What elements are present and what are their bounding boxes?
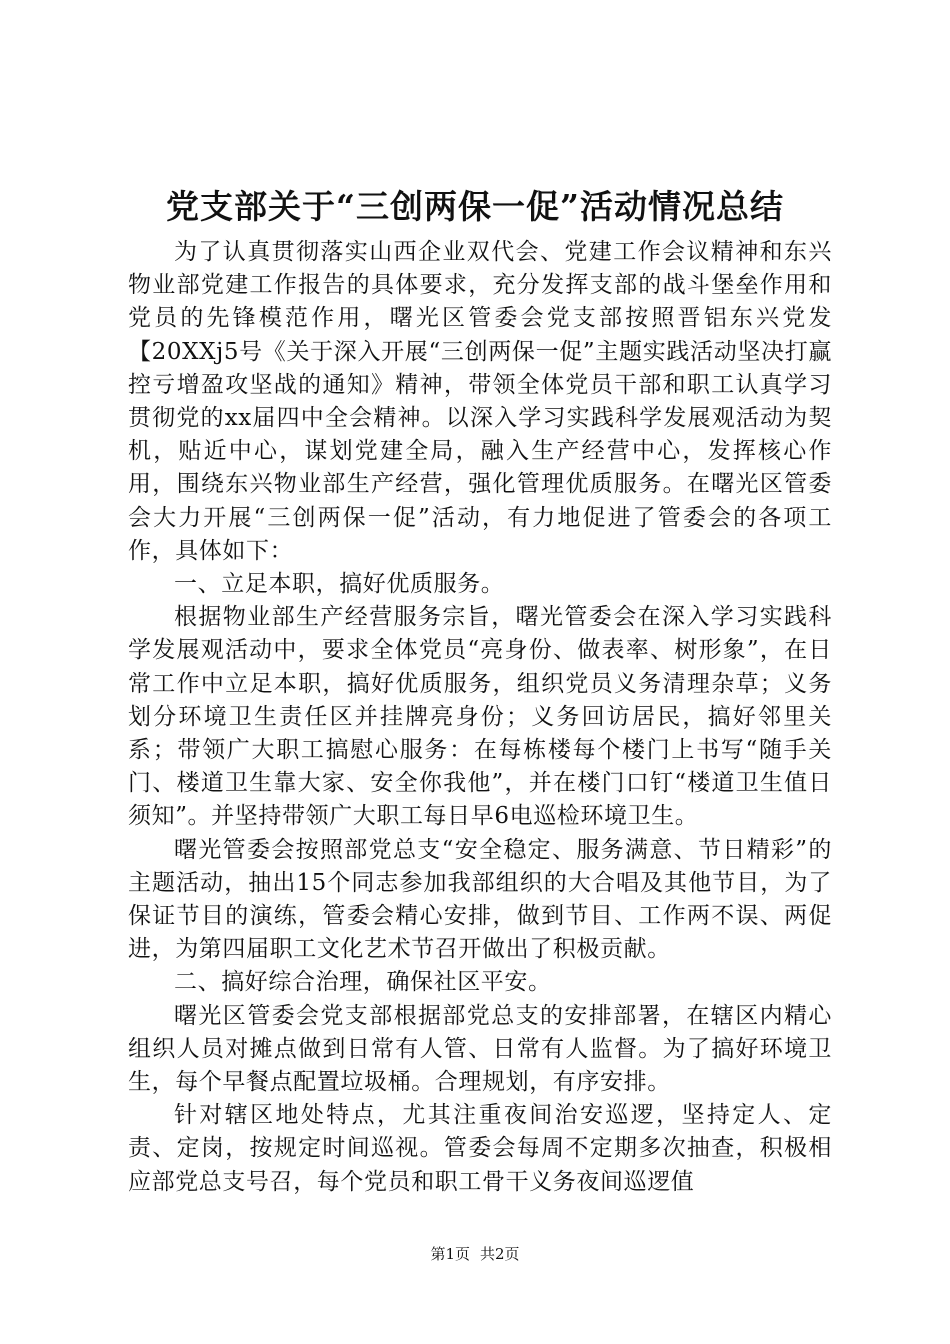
paragraph-patrol: 针对辖区地处特点，尤其注重夜间治安巡逻，坚持定人、定责、定岗，按规定时间巡视。管委会每周不定期多次抽查，积极相应部党总支号召，每个党员和职工骨干义务夜间巡逻值 — [128, 1102, 832, 1195]
page-total: 共2页 — [480, 1245, 520, 1263]
document-title: 党支部关于“三创两保一促”活动情况总结 — [166, 187, 784, 226]
paragraph-governance: 曙光区管委会党支部根据部党总支的安排部署，在辖区内精心组织人员对摊点做到日常有人管、日常有人监督。为了搞好环境卫生，每个早餐点配置垃圾桶。合理规划，有序安排。 — [128, 1002, 832, 1096]
paragraph-intro: 为了认真贯彻落实山西企业双代会、党建工作会议精神和东兴物业部党建工作报告的具体要求，充分发挥支部的战斗堡垒作用和党员的先锋模范作用，曙光区管委会党支部按照晋铝东兴党发【20XXj5号《关于深入开展“三创两保一促”主题实践活动坚决打赢控亏增盈攻坚战的通知》精神，带领全体党员干部和职工认真学习贯彻党的xx届四中全会精神。以深入学习实践科学发展观活动为契机，贴近中心，谋划党建全局，融入生产经营中心，发挥核心作用，围绕东兴物业部生产经营，强化管理优质服务。在曙光区管委会大力开展“三创两保一促”活动，有力地促进了管委会的各项工作，具体如下： — [128, 239, 832, 564]
document-body — [128, 236, 832, 1199]
section-heading-1: 一、立足本职，搞好优质服务。 — [174, 571, 505, 598]
page-number: 第1页 — [430, 1245, 470, 1263]
section-heading-2: 二、搞好综合治理，确保社区平安。 — [174, 969, 552, 996]
page-footer — [0, 1243, 950, 1265]
paragraph-service: 根据物业部生产经营服务宗旨，曙光管委会在深入学习实践科学发展观活动中，要求全体党员“亮身份、做表率、树形象”，在日常工作中立足本职，搞好优质服务，组织党员义务清理杂草；义务划分环境卫生责任区并挂牌亮身份；义务回访居民，搞好邻里关系；带领广大职工搞慰心服务：在每栋楼每个楼门上书写“随手关门、楼道卫生靠大家、安全你我他”，并在楼门口钉“楼道卫生值日须知”。并坚持带领广大职工每日早6电巡检环境卫生。 — [128, 604, 832, 830]
paragraph-festival: 曙光管委会按照部党总支“安全稳定、服务满意、节日精彩”的主题活动，抽出15个同志参加我部组织的大合唱及其他节目，为了保证节目的演练，管委会精心安排，做到节目、工作两不误、两促进，为第四届职工文化艺术节召开做出了积极贡献。 — [128, 836, 832, 963]
